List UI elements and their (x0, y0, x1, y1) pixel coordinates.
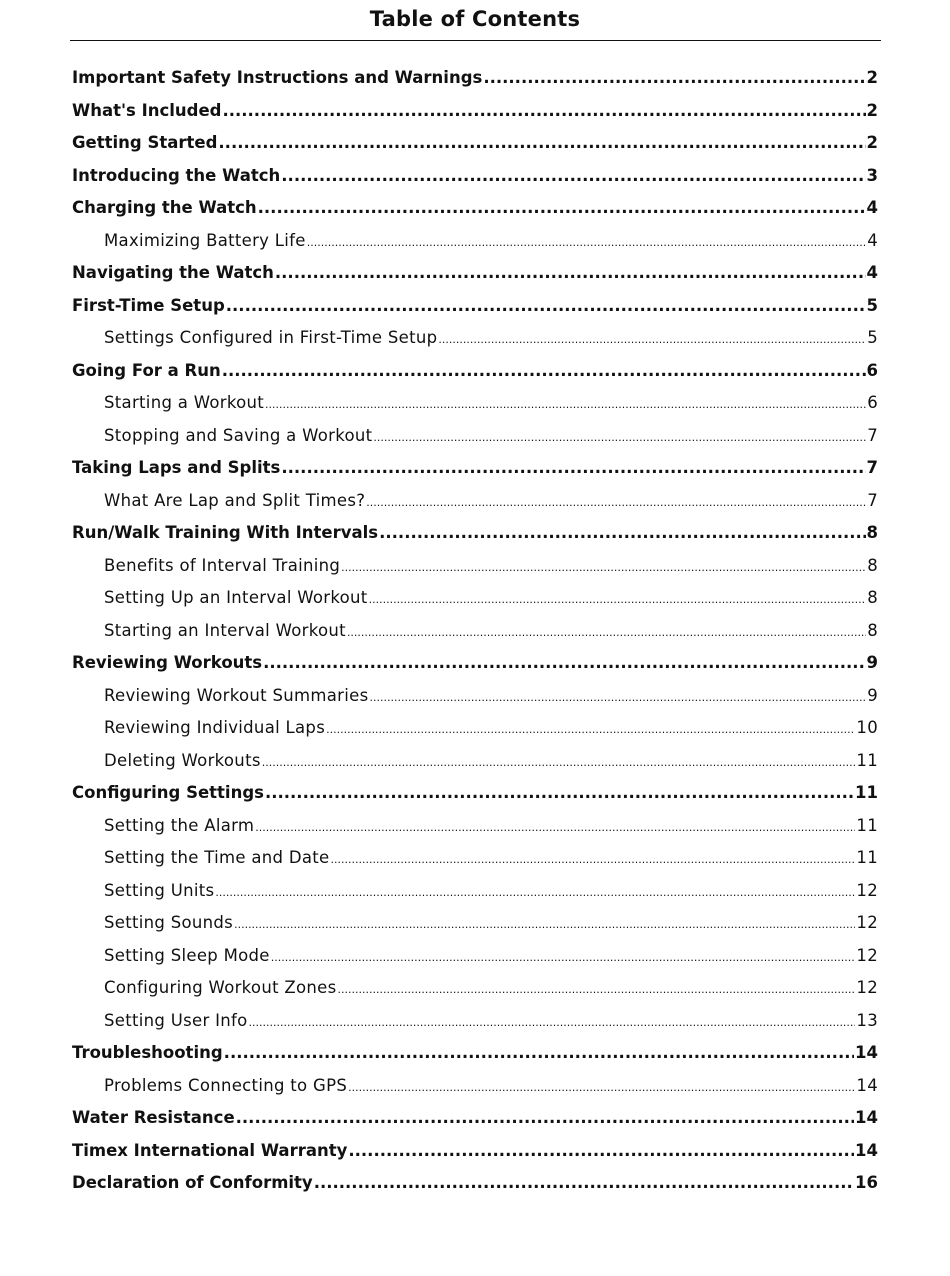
toc-entry-title: Going For a Run (72, 360, 221, 380)
dot-leader (281, 452, 865, 485)
toc-entry-title: Water Resistance (72, 1108, 235, 1127)
dot-leader (263, 647, 865, 680)
toc-subentry[interactable] (72, 972, 878, 1005)
dot-leader (271, 942, 856, 973)
toc-subentry[interactable] (72, 485, 878, 518)
toc-entry[interactable] (72, 192, 878, 225)
toc-page-number: 16 (855, 1173, 878, 1192)
toc-entry[interactable] (72, 1037, 878, 1070)
toc-subentry[interactable] (72, 387, 878, 420)
toc-subentry[interactable] (72, 712, 878, 745)
dot-leader (258, 192, 866, 225)
toc-list (72, 62, 878, 1200)
toc-entry-title: Settings Configured in First-Time Setup (104, 328, 438, 347)
toc-subentry[interactable] (72, 550, 878, 583)
dot-leader (341, 552, 866, 583)
toc-entry[interactable] (72, 647, 878, 680)
toc-entry[interactable] (72, 62, 878, 95)
dot-leader (222, 355, 866, 388)
toc-entry-title: What Are Lap and Split Times? (104, 490, 366, 510)
toc-entry-title: Benefits of Interval Training (104, 555, 341, 575)
toc-subentry[interactable] (72, 582, 878, 615)
toc-entry-title: Introducing the Watch (72, 165, 281, 185)
toc-subentry[interactable] (72, 940, 878, 973)
toc-entry-title: Problems Connecting to GPS (104, 1075, 348, 1095)
toc-entry-title: Setting Up an Interval Workout (104, 588, 368, 607)
toc-page-number: 10 (856, 718, 878, 737)
toc-entry-title: Maximizing Battery Life (104, 230, 306, 250)
dot-leader (226, 290, 866, 323)
dot-leader (281, 160, 865, 193)
toc-entry[interactable] (72, 160, 878, 193)
toc-entry[interactable] (72, 290, 878, 323)
toc-entry[interactable] (72, 777, 878, 810)
toc-page-number: 8 (867, 555, 878, 575)
dot-leader (338, 974, 856, 1005)
toc-entry-title: Starting a Workout (104, 393, 265, 412)
title-divider (70, 40, 881, 41)
dot-leader (326, 714, 855, 745)
toc-entry-title: Charging the Watch (72, 198, 257, 217)
toc-page-number: 7 (867, 490, 878, 510)
toc-page-number: 12 (856, 978, 878, 997)
dot-leader (366, 487, 866, 518)
toc-page-number: 12 (856, 945, 878, 965)
toc-page-number: 11 (855, 783, 878, 802)
dot-leader (369, 584, 867, 615)
toc-entry-title: Setting Units (104, 880, 215, 900)
dot-leader (438, 324, 866, 355)
dot-leader (234, 909, 855, 940)
toc-page-number: 14 (855, 1140, 878, 1160)
toc-page-number: 8 (867, 620, 878, 640)
toc-page-number: 6 (867, 393, 878, 412)
dot-leader (222, 95, 865, 128)
toc-entry-title: Setting User Info (104, 1010, 248, 1030)
toc-entry-title: Starting an Interval Workout (104, 620, 346, 640)
toc-subentry[interactable] (72, 615, 878, 648)
toc-entry-title: Getting Started (72, 133, 218, 152)
toc-subentry[interactable] (72, 907, 878, 940)
toc-entry-title: Configuring Workout Zones (104, 978, 337, 997)
toc-page-number: 3 (866, 165, 878, 185)
dot-leader (255, 812, 855, 843)
toc-entry-title: Configuring Settings (72, 783, 264, 802)
toc-page-number: 9 (867, 685, 878, 705)
toc-entry-title: Taking Laps and Splits (72, 458, 281, 477)
toc-page-number: 14 (855, 1043, 878, 1062)
toc-entry[interactable] (72, 452, 878, 485)
toc-page-number: 8 (867, 588, 878, 607)
toc-entry-title: Reviewing Workout Summaries (104, 685, 369, 705)
dot-leader (265, 389, 866, 420)
dot-leader (314, 1167, 854, 1200)
toc-entry-title: Timex International Warranty (72, 1140, 348, 1160)
dot-leader (483, 62, 865, 95)
toc-page-number: 2 (866, 100, 878, 120)
toc-page-number: 2 (866, 68, 878, 87)
dot-leader (307, 227, 866, 258)
toc-subentry[interactable] (72, 1005, 878, 1038)
dot-leader (379, 517, 865, 550)
toc-page-number: 11 (856, 750, 878, 770)
dot-leader (275, 257, 866, 290)
toc-subentry[interactable] (72, 875, 878, 908)
toc-entry-title: Setting Sleep Mode (104, 945, 270, 965)
toc-page-number: 14 (855, 1108, 878, 1127)
dot-leader (370, 682, 867, 713)
toc-page-number: 4 (867, 230, 878, 250)
toc-page-number: 4 (866, 198, 878, 217)
dot-leader (218, 127, 865, 160)
toc-subentry[interactable] (72, 225, 878, 258)
toc-page-number: 12 (856, 880, 878, 900)
toc-page-number: 7 (867, 425, 878, 445)
toc-page-number: 6 (866, 360, 878, 380)
dot-leader (348, 1135, 854, 1168)
toc-entry[interactable] (72, 1167, 878, 1200)
toc-subentry[interactable] (72, 810, 878, 843)
toc-entry[interactable] (72, 355, 878, 388)
toc-entry-title: Setting the Alarm (104, 815, 255, 835)
dot-leader (347, 617, 866, 648)
dot-leader (249, 1007, 856, 1038)
dot-leader (373, 422, 866, 453)
toc-entry[interactable] (72, 1135, 878, 1168)
dot-leader (262, 747, 856, 778)
toc-page-number: 13 (856, 1010, 878, 1030)
toc-subentry[interactable] (72, 842, 878, 875)
toc-page-number: 14 (856, 1075, 878, 1095)
toc-page-number: 8 (866, 523, 878, 542)
dot-leader (215, 877, 855, 908)
toc-entry-title: What's Included (72, 100, 222, 120)
toc-subentry[interactable] (72, 1070, 878, 1103)
toc-entry[interactable] (72, 1102, 878, 1135)
toc-page-number: 5 (867, 328, 878, 347)
toc-entry-title: First-Time Setup (72, 295, 225, 315)
toc-entry-title: Troubleshooting (72, 1043, 223, 1062)
toc-entry-title: Run/Walk Training With Intervals (72, 523, 379, 542)
dot-leader (236, 1102, 854, 1135)
toc-page-number: 12 (856, 913, 878, 932)
page-title: Table of Contents (369, 7, 581, 31)
dot-leader (348, 1072, 855, 1103)
toc-page-number: 9 (866, 653, 878, 672)
dot-leader (224, 1037, 854, 1070)
toc-entry-title: Declaration of Conformity (72, 1173, 313, 1192)
toc-subentry[interactable] (72, 680, 878, 713)
toc-entry-title: Stopping and Saving a Workout (104, 425, 373, 445)
toc-page-number: 7 (866, 458, 878, 477)
toc-entry-title: Reviewing Workouts (72, 653, 263, 672)
toc-entry[interactable] (72, 517, 878, 550)
toc-subentry[interactable] (72, 420, 878, 453)
toc-page-number: 5 (866, 295, 878, 315)
toc-subentry[interactable] (72, 322, 878, 355)
toc-entry[interactable] (72, 127, 878, 160)
toc-entry-title: Reviewing Individual Laps (104, 718, 326, 737)
toc-subentry[interactable] (72, 745, 878, 778)
toc-page-number: 11 (856, 848, 878, 867)
toc-entry-title: Setting Sounds (104, 913, 234, 932)
dot-leader (331, 844, 856, 875)
toc-entry-title: Setting the Time and Date (104, 848, 330, 867)
toc-page-number: 4 (866, 263, 878, 282)
toc-entry-title: Deleting Workouts (104, 750, 261, 770)
toc-entry-title: Important Safety Instructions and Warnings (72, 68, 483, 87)
toc-entry[interactable] (72, 257, 878, 290)
toc-page-number: 2 (866, 133, 878, 152)
toc-page-number: 11 (856, 815, 878, 835)
dot-leader (265, 777, 854, 810)
toc-entry-title: Navigating the Watch (72, 263, 274, 282)
toc-entry[interactable] (72, 95, 878, 128)
